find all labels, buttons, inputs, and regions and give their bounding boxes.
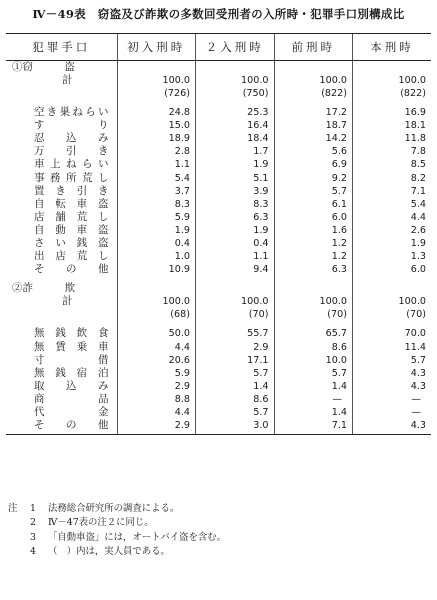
label-char: 他 xyxy=(98,419,109,432)
label-char: 商 xyxy=(34,392,45,405)
label-char: 忍 xyxy=(34,132,45,145)
value-cell: 8.2 xyxy=(353,172,432,185)
group-row xyxy=(6,282,431,295)
table-row xyxy=(6,158,431,171)
label-char: の xyxy=(66,263,77,276)
empty-cell xyxy=(353,61,432,75)
value-cell: 1.4 xyxy=(274,380,353,393)
value-cell: — xyxy=(274,393,353,406)
label-char: ね xyxy=(66,158,77,171)
table-row xyxy=(6,106,431,119)
row-label-text xyxy=(34,419,109,432)
label-char: 上 xyxy=(50,158,61,171)
table-row xyxy=(6,250,431,263)
table-row xyxy=(6,172,431,185)
table-title: Ⅳ－49表 窃盗及び詐欺の多数回受刑者の入所時・犯罪手口別構成比 xyxy=(32,7,405,21)
group-label: ②詐 欺 xyxy=(12,282,75,295)
column-header: ２入刑時 xyxy=(196,34,275,61)
value-cell: 6.3 xyxy=(196,211,275,224)
value-cell: 2.9 xyxy=(196,341,275,354)
row-label xyxy=(6,172,117,185)
value-cell: 6.3 xyxy=(274,263,353,276)
header-row xyxy=(6,34,431,61)
label-char: 金 xyxy=(98,405,109,418)
label-char: 込 xyxy=(66,132,77,145)
total-count: (70) xyxy=(327,309,347,321)
value-cell: 1.9 xyxy=(353,237,432,250)
note-number: 1 xyxy=(30,503,36,514)
value-cell: 9.4 xyxy=(196,263,275,276)
row-label xyxy=(6,145,117,158)
row-label-text xyxy=(34,406,109,419)
label-char: 荒 xyxy=(76,250,88,263)
table-row xyxy=(6,419,431,435)
table-row xyxy=(6,224,431,237)
note-number: 4 xyxy=(30,546,36,558)
value-cell: 1.6 xyxy=(274,224,353,237)
row-label xyxy=(6,185,117,198)
value-cell: 18.1 xyxy=(353,119,432,132)
value-cell: 0.4 xyxy=(117,237,196,250)
label-char: 置 xyxy=(34,184,45,197)
row-label-text xyxy=(34,341,109,354)
row-label-text xyxy=(34,393,109,406)
label-char: 万 xyxy=(34,145,45,158)
label-char: 宿 xyxy=(76,366,88,379)
value-cell: — xyxy=(353,393,432,406)
total-percent: 100.0 xyxy=(398,296,426,308)
label-char: し xyxy=(98,171,109,184)
row-label-text xyxy=(34,106,109,119)
row-label xyxy=(6,263,117,276)
total-percent: 100.0 xyxy=(319,296,347,308)
value-cell: 24.8 xyxy=(117,106,196,119)
value-cell: 5.7 xyxy=(353,354,432,367)
value-cell: 8.6 xyxy=(196,393,275,406)
label-char: 所 xyxy=(66,171,77,184)
group-label: ①窃 盗 xyxy=(12,61,75,73)
total-percent: 100.0 xyxy=(162,296,190,308)
label-char: 借 xyxy=(98,353,109,366)
value-cell: 11.4 xyxy=(353,341,432,354)
value-cell: 2.9 xyxy=(117,419,196,435)
row-label xyxy=(6,132,117,145)
row-label-text xyxy=(34,145,109,158)
row-label-text xyxy=(34,224,109,237)
total-count: (70) xyxy=(406,309,426,321)
total-percent: 100.0 xyxy=(398,75,426,87)
label-char: 舗 xyxy=(55,210,66,223)
value-cell: 50.0 xyxy=(117,327,196,340)
value-cell: 16.4 xyxy=(196,119,275,132)
row-label xyxy=(6,419,117,435)
label-char: い xyxy=(97,106,109,119)
value-cell: 1.2 xyxy=(274,237,353,250)
table-row xyxy=(6,145,431,158)
empty-cell xyxy=(196,282,275,295)
row-label xyxy=(6,198,117,211)
label-char: い xyxy=(98,158,109,171)
value-cell: 1.7 xyxy=(196,145,275,158)
value-cell: 70.0 xyxy=(353,327,432,340)
label-char: ら xyxy=(82,158,93,171)
label-char: 自 xyxy=(34,197,45,210)
row-label-text xyxy=(34,250,109,263)
label-char: き xyxy=(97,184,109,197)
total-cell xyxy=(274,74,353,100)
total-row xyxy=(6,74,431,100)
label-char: 自 xyxy=(34,223,45,236)
notes xyxy=(8,502,226,560)
total-cell xyxy=(117,295,196,321)
label-char: み xyxy=(98,132,109,145)
value-cell: 3.9 xyxy=(196,185,275,198)
value-cell: 6.9 xyxy=(274,158,353,171)
total-cell xyxy=(196,74,275,100)
note-text: 法務総合研究所の調査による。 xyxy=(48,503,180,514)
group-row xyxy=(6,61,431,75)
value-cell: 4.4 xyxy=(117,341,196,354)
total-percent: 100.0 xyxy=(241,296,269,308)
label-char: 無 xyxy=(34,340,45,353)
row-label xyxy=(6,224,117,237)
note-text: （ ）内は，実人員である。 xyxy=(48,546,170,558)
row-label-text xyxy=(34,132,109,145)
label-char: す xyxy=(34,119,45,132)
column-header: 本刑時 xyxy=(353,34,432,61)
row-label xyxy=(6,211,117,224)
value-cell: 8.8 xyxy=(117,393,196,406)
value-cell: 5.6 xyxy=(274,145,353,158)
note-label xyxy=(8,531,30,545)
label-char: 事 xyxy=(34,171,45,184)
column-header: 前刑時 xyxy=(274,34,353,61)
label-char: 他 xyxy=(98,263,109,276)
value-cell: 4.4 xyxy=(353,211,432,224)
value-cell: — xyxy=(353,406,432,419)
value-cell: 7.8 xyxy=(353,145,432,158)
label-char: 銭 xyxy=(55,366,66,379)
total-cell xyxy=(117,74,196,100)
value-cell: 11.8 xyxy=(353,132,432,145)
empty-cell xyxy=(196,61,275,75)
label-char: 代 xyxy=(34,405,45,418)
label-char: 無 xyxy=(34,366,45,379)
label-char: し xyxy=(97,210,109,223)
value-cell: 17.1 xyxy=(196,354,275,367)
note-text: Ⅳ－47表の注２に同じ。 xyxy=(48,517,154,529)
row-label-text xyxy=(34,119,109,132)
label-char: 引 xyxy=(76,184,88,197)
value-cell: 8.5 xyxy=(353,158,432,171)
label-char: 転 xyxy=(55,197,66,210)
total-percent: 100.0 xyxy=(241,75,269,87)
label-char: き xyxy=(98,145,109,158)
row-label xyxy=(6,393,117,406)
label-char: 無 xyxy=(34,327,45,340)
value-cell: 5.4 xyxy=(117,172,196,185)
value-cell: 2.8 xyxy=(117,145,196,158)
value-cell: 55.7 xyxy=(196,327,275,340)
value-cell: 5.4 xyxy=(353,198,432,211)
value-cell: 6.1 xyxy=(274,198,353,211)
label-char: し xyxy=(97,250,109,263)
value-cell: 10.0 xyxy=(274,354,353,367)
total-label: 計 xyxy=(62,295,73,308)
value-cell: 25.3 xyxy=(196,106,275,119)
value-cell: 4.4 xyxy=(117,406,196,419)
table-row xyxy=(6,119,431,132)
column-header: 犯罪手口 xyxy=(6,34,117,61)
note-line xyxy=(8,531,226,545)
row-label xyxy=(6,327,117,340)
value-cell: 8.3 xyxy=(196,198,275,211)
total-count: (750) xyxy=(242,88,269,100)
value-cell: 6.0 xyxy=(274,211,353,224)
label-char: 盗 xyxy=(97,223,109,236)
value-cell: 1.9 xyxy=(196,158,275,171)
label-char: 込 xyxy=(66,379,77,392)
label-char: 泊 xyxy=(97,366,109,379)
label-char: 寸 xyxy=(34,353,45,366)
table-row xyxy=(6,406,431,419)
empty-cell xyxy=(274,61,353,75)
label-char: 店 xyxy=(55,250,66,263)
label-char: 出 xyxy=(34,250,45,263)
row-label xyxy=(6,158,117,171)
empty-cell xyxy=(274,282,353,295)
note-label xyxy=(8,516,30,530)
row-label-text xyxy=(34,354,109,367)
total-cell xyxy=(274,295,353,321)
value-cell: 5.9 xyxy=(117,211,196,224)
total-count: (68) xyxy=(170,309,190,321)
value-cell: 1.9 xyxy=(196,224,275,237)
table-row xyxy=(6,263,431,276)
value-cell: 3.0 xyxy=(196,419,275,435)
value-cell: 5.7 xyxy=(196,406,275,419)
table-row xyxy=(6,132,431,145)
value-cell: 15.0 xyxy=(117,119,196,132)
row-label xyxy=(6,367,117,380)
note-label xyxy=(8,545,30,559)
total-count: (822) xyxy=(400,88,426,100)
value-cell: 8.3 xyxy=(117,198,196,211)
value-cell: 4.3 xyxy=(353,380,432,393)
label-char: ね xyxy=(72,106,83,119)
table-row xyxy=(6,198,431,211)
value-cell: 5.7 xyxy=(274,185,353,198)
label-char: 盗 xyxy=(97,197,109,210)
value-cell: 1.3 xyxy=(353,250,432,263)
value-cell: 1.2 xyxy=(274,250,353,263)
label-char: 取 xyxy=(34,379,45,392)
total-row xyxy=(6,295,431,321)
table-row xyxy=(6,185,431,198)
value-cell: 20.6 xyxy=(117,354,196,367)
total-count: (70) xyxy=(248,309,269,321)
label-char: 品 xyxy=(98,392,109,405)
value-cell: 16.9 xyxy=(353,106,432,119)
value-cell: 65.7 xyxy=(274,327,353,340)
row-label xyxy=(6,406,117,419)
total-percent: 100.0 xyxy=(319,75,347,87)
label-char: み xyxy=(98,379,109,392)
value-cell: 1.9 xyxy=(117,224,196,237)
label-char: 食 xyxy=(97,327,109,340)
value-cell: 4.3 xyxy=(353,419,432,435)
total-cell xyxy=(353,74,432,100)
table-row xyxy=(6,393,431,406)
row-label-text xyxy=(34,158,109,171)
data-table xyxy=(6,33,431,435)
row-label-text xyxy=(34,198,109,211)
value-cell: 2.9 xyxy=(117,380,196,393)
table-row xyxy=(6,237,431,250)
table-row xyxy=(6,211,431,224)
note-line xyxy=(8,516,226,530)
label-char: 車 xyxy=(76,197,88,210)
total-count: (822) xyxy=(321,88,347,100)
row-label-text xyxy=(34,211,109,224)
label-char: き xyxy=(55,184,66,197)
empty-cell xyxy=(117,61,196,75)
label-char: そ xyxy=(34,263,45,276)
value-cell: 9.2 xyxy=(274,172,353,185)
value-cell: 4.3 xyxy=(353,367,432,380)
value-cell: 5.1 xyxy=(196,172,275,185)
note-line xyxy=(8,502,226,516)
column-header: 初入刑時 xyxy=(117,34,196,61)
row-label-text xyxy=(34,263,109,276)
row-label xyxy=(6,250,117,263)
empty-cell xyxy=(353,282,432,295)
label-char: 車 xyxy=(34,158,45,171)
label-char: 銭 xyxy=(55,327,66,340)
total-cell xyxy=(353,295,432,321)
total-count: (726) xyxy=(164,88,190,100)
row-label xyxy=(6,237,117,250)
value-cell: 6.0 xyxy=(353,263,432,276)
value-cell: 18.9 xyxy=(117,132,196,145)
table-row xyxy=(6,367,431,380)
label-char: き xyxy=(46,106,58,119)
value-cell: 14.2 xyxy=(274,132,353,145)
table-body xyxy=(6,61,431,435)
row-label-text xyxy=(34,185,109,198)
value-cell: 17.2 xyxy=(274,106,353,119)
value-cell: 1.4 xyxy=(274,406,353,419)
value-cell: 2.6 xyxy=(353,224,432,237)
label-char: の xyxy=(66,419,77,432)
label-char: 引 xyxy=(66,145,77,158)
label-char: ら xyxy=(85,106,96,119)
value-cell: 1.4 xyxy=(196,380,275,393)
label-char: 車 xyxy=(97,340,109,353)
label-char: そ xyxy=(34,419,45,432)
note-number: 3 xyxy=(30,531,36,543)
value-cell: 18.7 xyxy=(274,119,353,132)
value-cell: 18.4 xyxy=(196,132,275,145)
row-label xyxy=(6,119,117,132)
note-number: 2 xyxy=(30,517,36,529)
value-cell: 8.6 xyxy=(274,341,353,354)
row-label-text xyxy=(34,237,109,250)
label-char: 銭 xyxy=(76,237,88,250)
label-char: い xyxy=(55,237,66,250)
label-char: 荒 xyxy=(76,210,88,223)
label-char: り xyxy=(98,119,109,132)
note-text: 「自動車盗」には，オートバイ盗を含む。 xyxy=(48,531,226,543)
value-cell: 7.1 xyxy=(353,185,432,198)
total-percent: 100.0 xyxy=(162,75,190,87)
row-label xyxy=(6,341,117,354)
label-char: 空 xyxy=(34,106,45,119)
note-line xyxy=(8,545,226,559)
label-char: 務 xyxy=(50,171,61,184)
label-char: 盗 xyxy=(97,237,109,250)
total-label: 計 xyxy=(62,74,73,87)
table-row xyxy=(6,354,431,367)
label-char: さ xyxy=(34,237,45,250)
empty-cell xyxy=(117,282,196,295)
value-cell: 5.7 xyxy=(196,367,275,380)
total-cell xyxy=(196,295,275,321)
value-cell: 1.0 xyxy=(117,250,196,263)
value-cell: 1.1 xyxy=(117,158,196,171)
label-char: 賃 xyxy=(55,340,66,353)
value-cell: 5.7 xyxy=(274,367,353,380)
table-row xyxy=(6,327,431,340)
row-label xyxy=(6,106,117,119)
table-row xyxy=(6,380,431,393)
label-char: 巣 xyxy=(59,106,71,119)
value-cell: 3.7 xyxy=(117,185,196,198)
value-cell: 10.9 xyxy=(117,263,196,276)
label-char: 荒 xyxy=(82,171,93,184)
label-char: 乗 xyxy=(76,340,88,353)
row-label xyxy=(6,380,117,393)
row-label xyxy=(6,354,117,367)
label-char: 店 xyxy=(34,210,45,223)
table-row xyxy=(6,341,431,354)
value-cell: 5.9 xyxy=(117,367,196,380)
value-cell: 7.1 xyxy=(274,419,353,435)
label-char: 動 xyxy=(55,223,66,236)
value-cell: 0.4 xyxy=(196,237,275,250)
row-label-text xyxy=(34,172,109,185)
label-char: 車 xyxy=(76,223,88,236)
note-label: 注 xyxy=(8,503,18,514)
row-label-text xyxy=(34,380,109,393)
row-label-text xyxy=(34,327,109,340)
value-cell: 1.1 xyxy=(196,250,275,263)
label-char: 飲 xyxy=(76,327,88,340)
row-label-text xyxy=(34,367,109,380)
